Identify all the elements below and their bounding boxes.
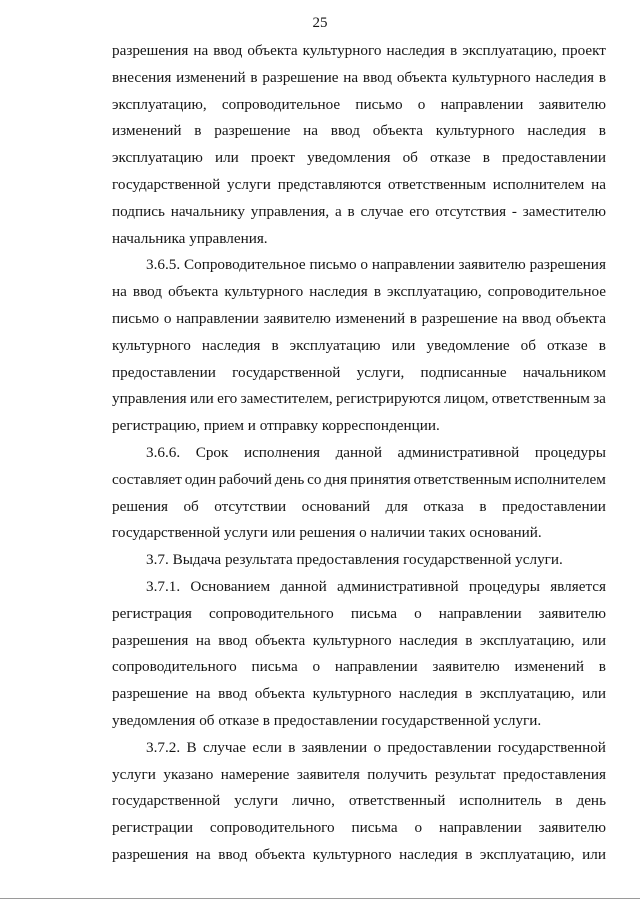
text-line: эксплуатацию, сопроводительное письмо о направлении заявителю — [112, 95, 606, 113]
paragraph-item-3-7-1 — [112, 574, 606, 735]
page-number: 25 — [312, 15, 328, 31]
text-line: предоставлении государственной услуги, подписанные начальником — [112, 363, 606, 381]
text-line: государственной услуги лично, ответственный исполнитель в день — [112, 792, 606, 810]
text-line: уведомления об отказе в предоставлении государственной услуги. — [112, 711, 542, 729]
text-line: письмо о направлении заявителю изменений в разрешение на ввод объекта — [112, 309, 606, 327]
text-line: регистрации сопроводительного письма о направлении заявителю — [112, 819, 606, 837]
text-line: разрешение на ввод объекта культурного наследия в эксплуатацию, или — [112, 685, 606, 703]
text-line: государственной услуги или решения о наличии таких оснований. — [112, 524, 542, 542]
text-line: регистрация сопроводительного письма о направлении заявителю — [112, 604, 606, 622]
text-line: эксплуатацию или проект уведомления об отказе в предоставлении — [112, 149, 606, 167]
text-line: изменений в разрешение на ввод объекта культурного наследия в — [112, 122, 606, 140]
text-line: государственной услуги представляются ответственным исполнителем на — [112, 175, 606, 193]
paragraph-continuation — [112, 38, 606, 252]
text-line: 3.7.2. В случае если в заявлении о предоставлении государственной — [146, 738, 606, 756]
text-line: культурного наследия в эксплуатацию или уведомление об отказе в — [112, 336, 606, 354]
paragraph-item-3-6-6 — [112, 440, 606, 547]
text-line: внесения изменений в разрешение на ввод объекта культурного наследия в — [112, 68, 606, 86]
text-line: 3.7. Выдача результата предоставления государственной услуги. — [146, 551, 563, 569]
text-line: 3.6.6. Срок исполнения данной административной процедуры — [146, 443, 606, 461]
text-line: 3.7.1. Основанием данной административной процедуры является — [146, 577, 606, 595]
paragraph-item-3-7 — [112, 547, 606, 574]
paragraph-item-3-7-2 — [112, 735, 606, 869]
text-line: составляет один рабочий день со дня принятия ответственным исполнителем — [112, 470, 606, 488]
page-bottom-edge — [0, 898, 640, 899]
text-line: регистрацию, прием и отправку корреспонденции. — [112, 417, 440, 435]
text-line: 3.6.5. Сопроводительное письмо о направлении заявителю разрешения — [146, 256, 606, 274]
text-line: управления или его заместителем, регистрируются лицом, ответственным за — [112, 390, 606, 408]
text-line: разрешения на ввод объекта культурного наследия в эксплуатацию, проект — [112, 42, 606, 59]
document-body — [112, 38, 606, 869]
text-line: сопроводительного письма о направлении заявителю изменений в — [112, 658, 606, 676]
text-line: услуги указано намерение заявителя получить результат предоставления — [112, 765, 606, 783]
text-line: подпись начальнику управления, а в случае его отсутствия - заместителю — [112, 202, 606, 220]
text-line: разрешения на ввод объекта культурного наследия в эксплуатацию, или — [112, 845, 606, 863]
text-line: решения об отсутствии оснований для отказа в предоставлении — [112, 497, 606, 515]
text-line: начальника управления. — [112, 229, 268, 247]
text-line: разрешения на ввод объекта культурного наследия в эксплуатацию, или — [112, 631, 606, 649]
text-line: на ввод объекта культурного наследия в эксплуатацию, сопроводительное — [112, 283, 606, 301]
paragraph-item-3-6-5 — [112, 252, 606, 440]
